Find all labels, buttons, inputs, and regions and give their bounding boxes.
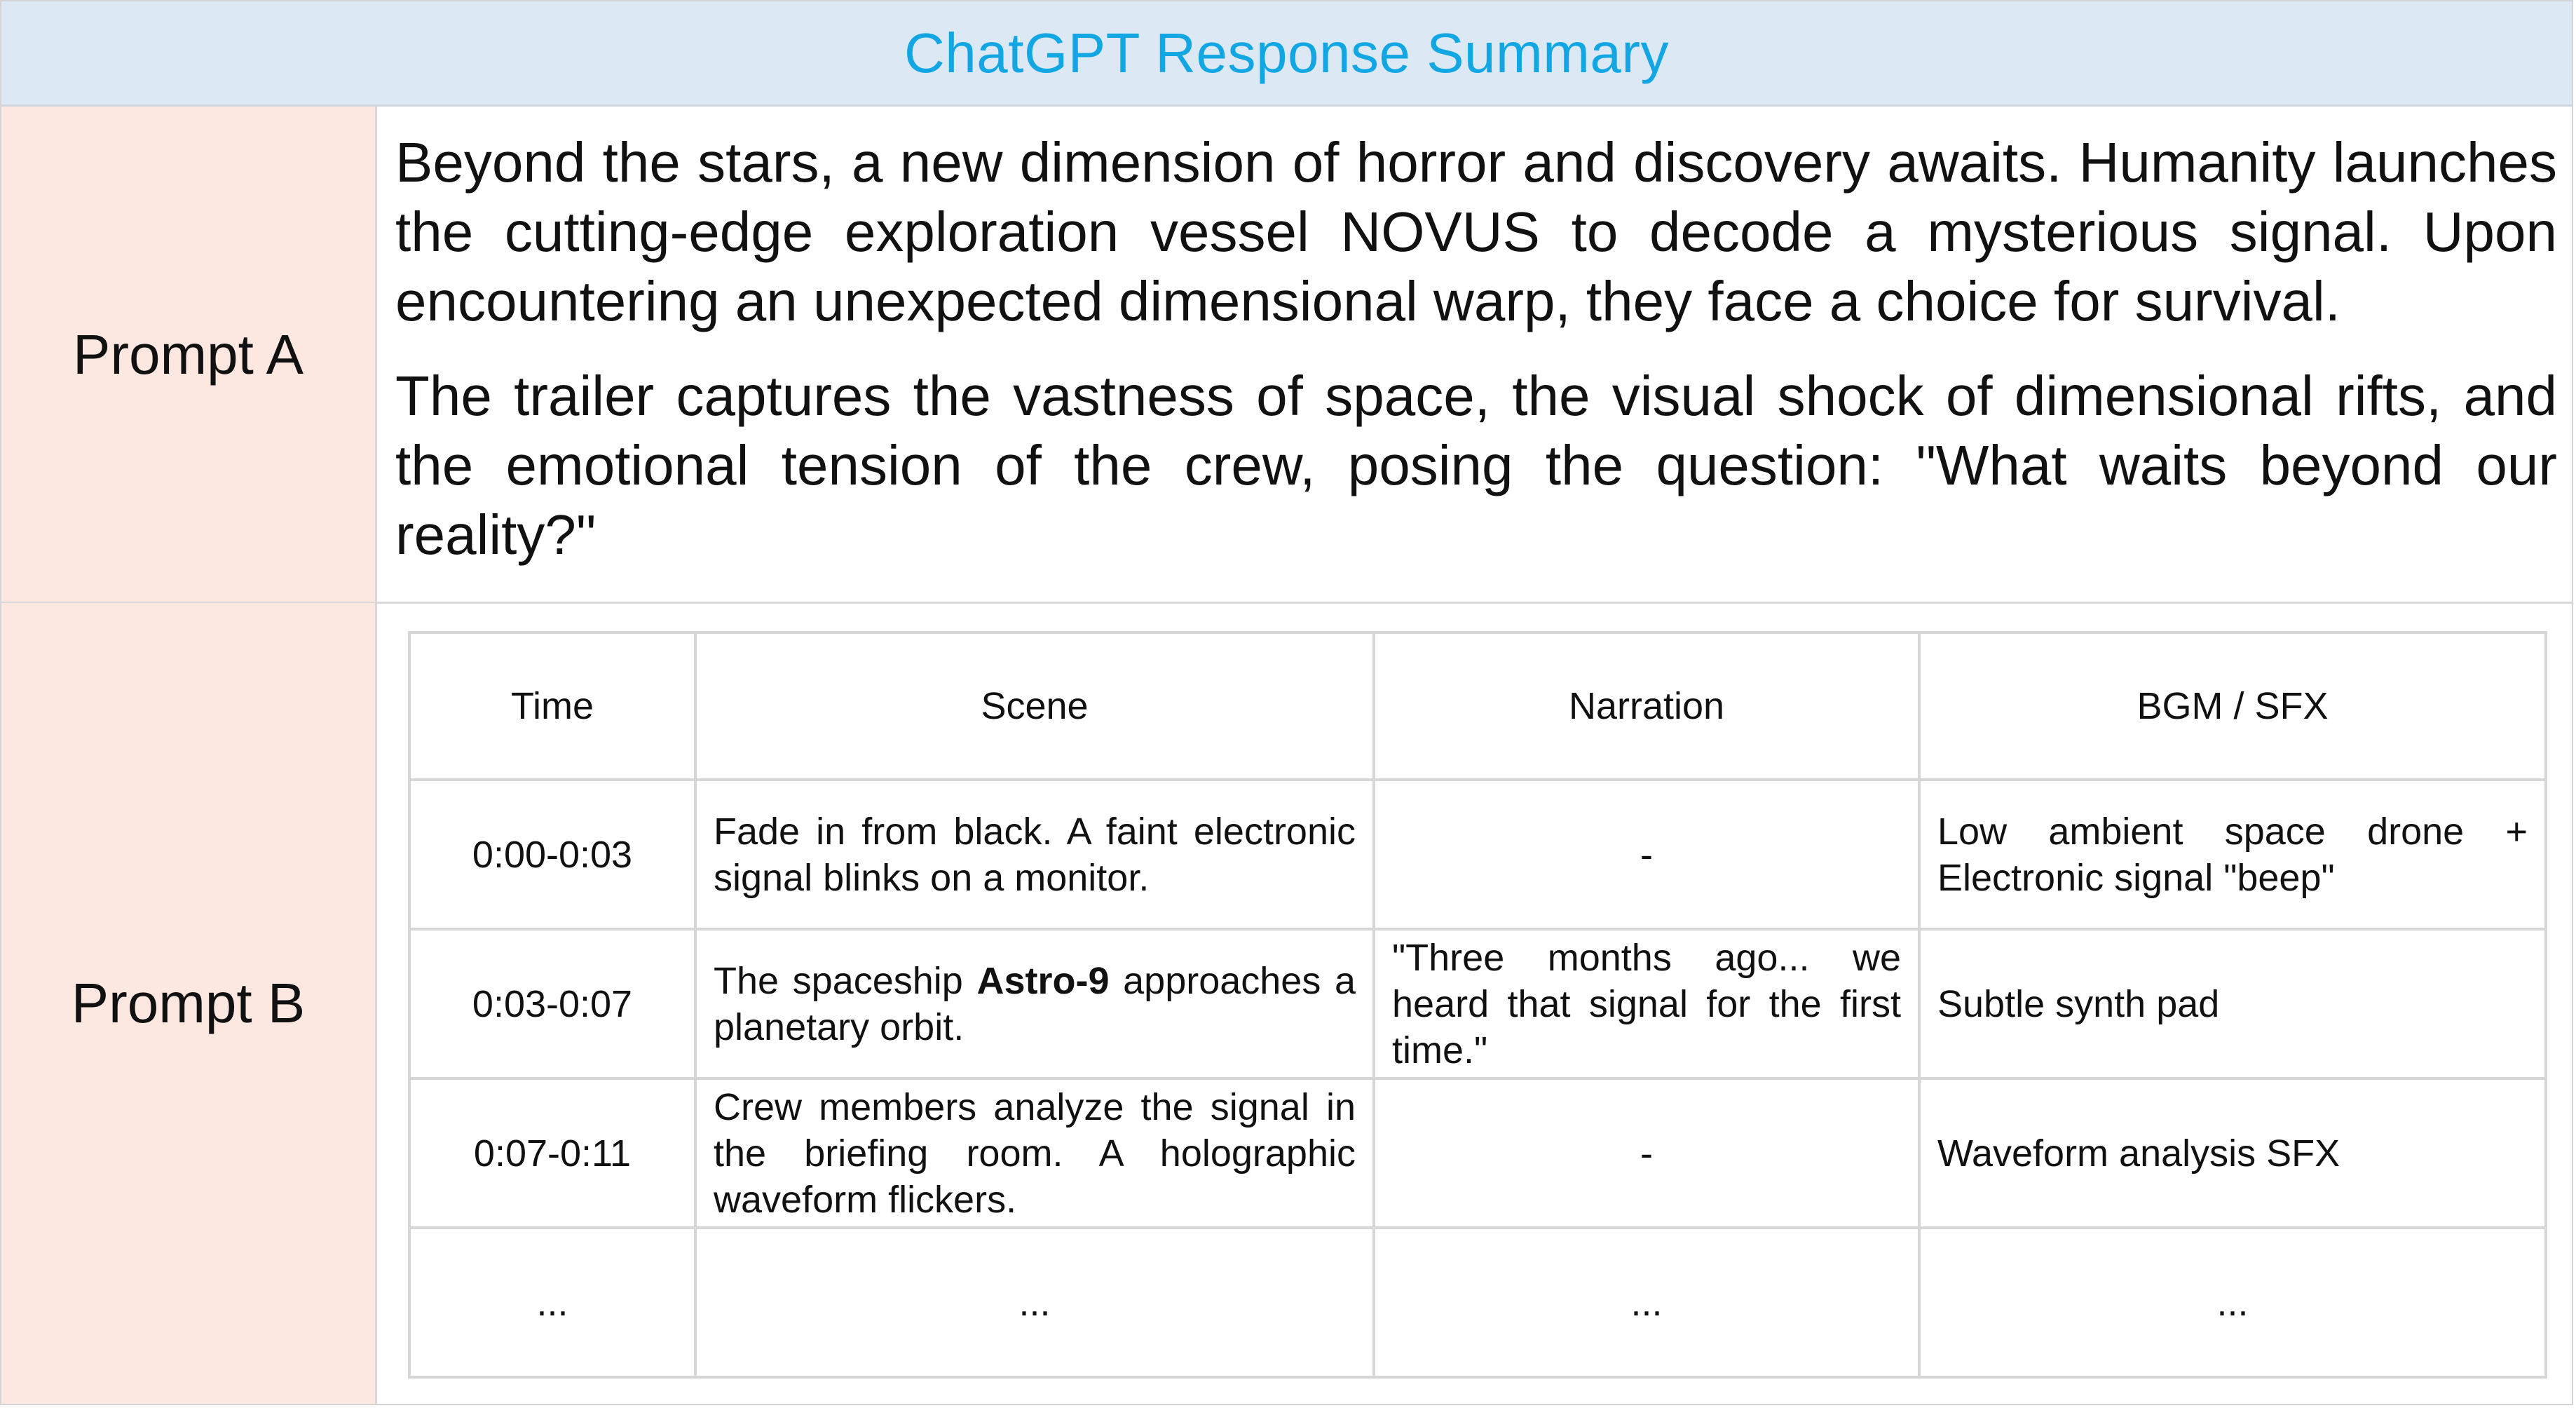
scene-text-before: The spaceship	[714, 959, 977, 1002]
prompt-a-label: Prompt A	[1, 107, 377, 603]
cell-scene: ...	[695, 1228, 1374, 1377]
cell-time: 0:03-0:07	[409, 929, 695, 1078]
cell-narration: "Three months ago... we heard that signal for the first time."	[1374, 929, 1919, 1078]
table-row	[409, 1228, 2546, 1377]
table-header-row	[409, 632, 2546, 780]
cell-bgm-sfx: ...	[1919, 1228, 2546, 1377]
header-bgm-sfx: BGM / SFX	[1919, 632, 2546, 780]
prompt-a-response	[395, 128, 2557, 569]
scene-text-after: approaches a planetary orbit.	[714, 959, 1356, 1048]
header-time: Time	[409, 632, 695, 780]
cell-time: 0:07-0:11	[409, 1078, 695, 1228]
prompt-a-paragraph-1: Beyond the stars, a new dimension of horror and discovery awaits. Humanity launches the cutting-edge exploration vessel NOVUS to decode a mysterious signal. Upon encountering an unexpected dimensional warp, they face a choice for survival.	[395, 131, 2557, 332]
cell-narration: ...	[1374, 1228, 1919, 1377]
page-title: ChatGPT Response Summary	[904, 21, 1669, 84]
header-scene: Scene	[695, 632, 1374, 780]
cell-narration: -	[1374, 1078, 1919, 1228]
table-row	[409, 1078, 2546, 1228]
table-row	[409, 780, 2546, 929]
row-divider	[1, 602, 2572, 604]
header-narration: Narration	[1374, 632, 1919, 780]
storyboard-table	[408, 631, 2547, 1379]
cell-scene: Fade in from black. A faint electronic signal blinks on a monitor.	[695, 780, 1374, 929]
table-row	[409, 929, 2546, 1078]
cell-bgm-sfx: Subtle synth pad	[1919, 929, 2546, 1078]
cell-scene: Crew members analyze the signal in the briefing room. A holographic waveform flickers.	[695, 1078, 1374, 1228]
cell-narration: -	[1374, 780, 1919, 929]
cell-time: ...	[409, 1228, 695, 1377]
title-bar	[1, 1, 2572, 107]
ship-name: Astro-9	[976, 959, 1110, 1002]
cell-time: 0:00-0:03	[409, 780, 695, 929]
cell-bgm-sfx: Low ambient space drone + Electronic signal "beep"	[1919, 780, 2546, 929]
cell-scene	[695, 929, 1374, 1078]
cell-bgm-sfx: Waveform analysis SFX	[1919, 1078, 2546, 1228]
prompt-b-label: Prompt B	[1, 603, 377, 1404]
prompt-a-paragraph-2: The trailer captures the vastness of space, the visual shock of dimensional rifts, and the emotional tension of the crew, posing the question: "What waits beyond our reality?"	[395, 365, 2557, 566]
